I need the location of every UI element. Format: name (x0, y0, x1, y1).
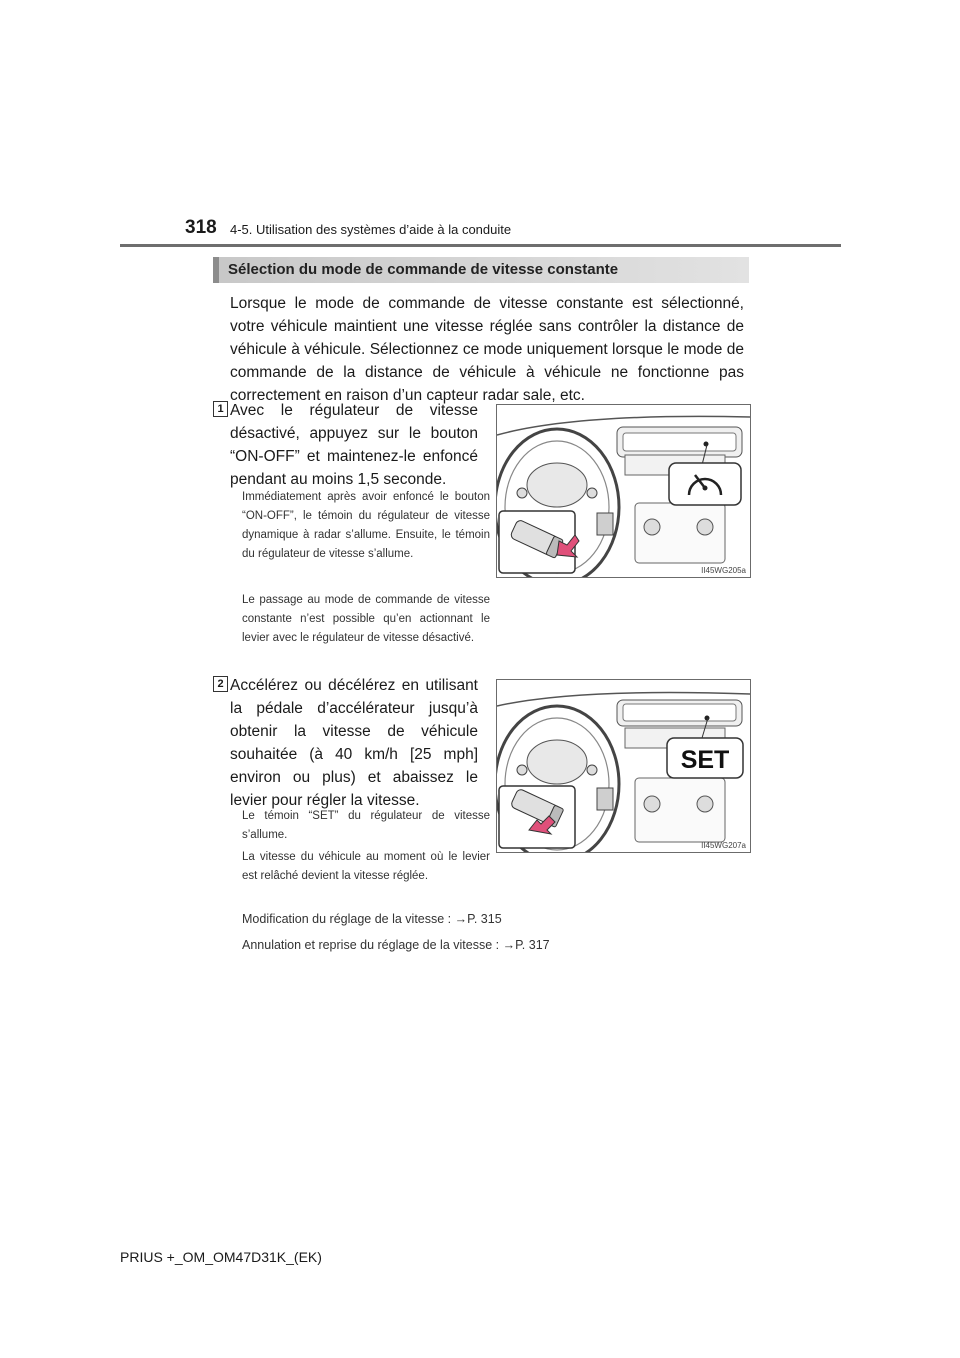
intro-paragraph: Lorsque le mode de commande de vitesse constante est sélectionné, votre véhicule maintient une vitesse réglée sans contrôler la distance de véhicule à véhicule. Sélectionnez ce mode uniquement lorsque le mode de commande de la distance de véhicule à véhicule ne fonctionne pas correctement en raison d’un capteur radar sale, etc. (230, 295, 744, 404)
figure-code-1: II45WG205a (701, 566, 746, 575)
header-rule (120, 244, 841, 247)
step-1-note-2: Le passage au mode de commande de vitesse constante n’est possible qu’en actionnant le levier avec le régulateur de vitesse désactivé. (242, 594, 490, 644)
cockpit-illustration-1 (497, 405, 750, 577)
step-1-note-1: Immédiatement après avoir enfoncé le bouton “ON-OFF”, le témoin du régulateur de vitesse dynamique à radar s’allume. Ensuite, le témoin du régulateur de vitesse s’allume. (242, 491, 490, 560)
cockpit-illustration-2 (497, 680, 750, 852)
step-2-note-2: La vitesse du véhicule au moment où le levier est relâché devient la vitesse réglée. (242, 851, 490, 882)
figure-cockpit-2 (496, 679, 751, 853)
step-number-1: 1 (213, 401, 228, 417)
figure-code-2: II45WG207a (701, 841, 746, 850)
step-1-text: Avec le régulateur de vitesse désactivé, appuyez sur le bouton “ON-OFF” et maintenez-le enfoncé pendant au moins 1,5 seconde. (230, 402, 478, 488)
page-number: 318 (185, 217, 217, 238)
step-number-2: 2 (213, 676, 228, 692)
step-2-text: Accélérez ou décélérez en utilisant la pédale d’accélérateur jusqu’à obtenir la vitesse de véhicule souhaitée (à 40 km/h [25 mph] environ ou plus) et abaissez le levier pour régler la vitesse. (230, 677, 478, 809)
set-indicator-label: SET (680, 746, 730, 774)
section-title: Sélection du mode de commande de vitesse constante (213, 257, 749, 283)
figure-cockpit-1 (496, 404, 751, 578)
footer-code: PRIUS +_OM_OM47D31K_(EK) (120, 1249, 322, 1265)
reference-speed-adjust: Modification du réglage de la vitesse : →P. 315 (242, 912, 502, 926)
chapter-title: 4-5. Utilisation des systèmes d’aide à la conduite (230, 222, 512, 237)
reference-cancel-resume: Annulation et reprise du réglage de la vitesse : →P. 317 (242, 938, 550, 952)
step-2-note-1: Le témoin “SET” du régulateur de vitesse s’allume. (242, 810, 490, 841)
